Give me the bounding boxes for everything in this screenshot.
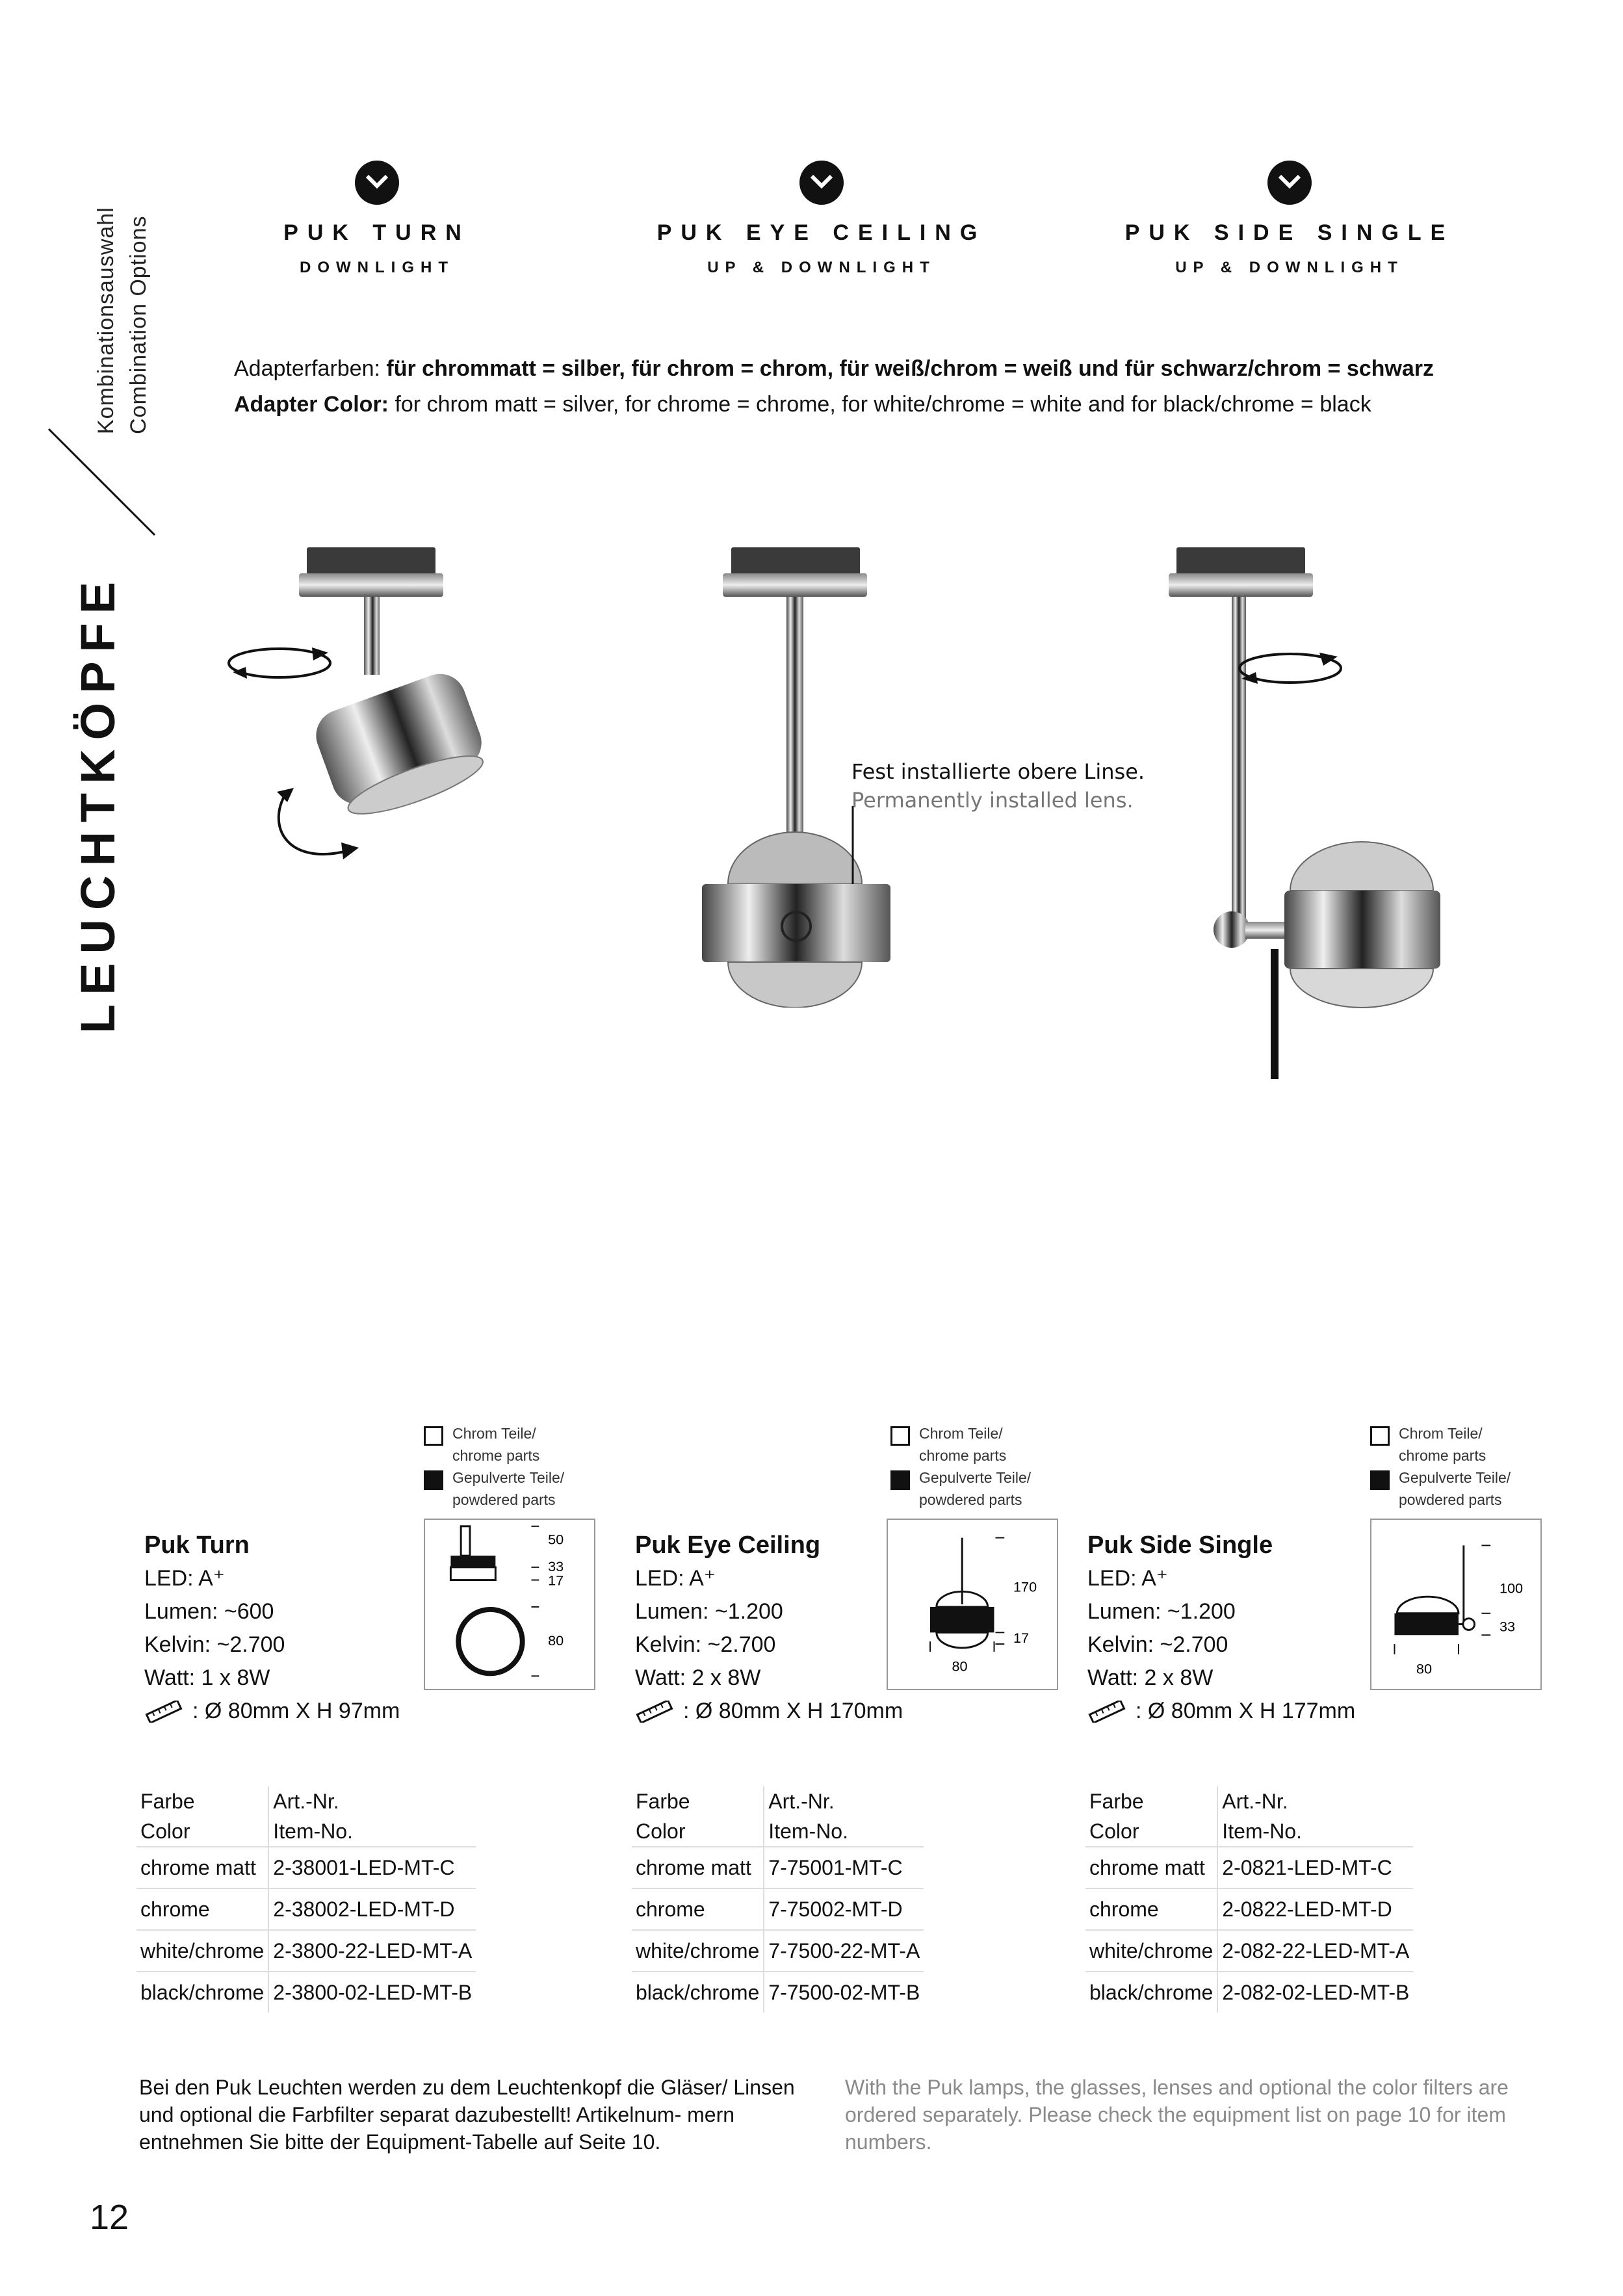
footer-note-en: With the Puk lamps, the glasses, lenses and optional the color filters are ordered separately. Please check the equipment list on page 10 for item numbers. xyxy=(845,2076,1509,2154)
legend-powder-line1: Gepulverte Teile/ xyxy=(1399,1469,1511,1486)
spec-watt: Watt: 2 x 8W xyxy=(635,1665,761,1690)
column-subtitle: UP & DOWNLIGHT xyxy=(707,259,936,276)
header-item: Art.-Nr. Item-No. xyxy=(268,1786,476,1847)
table-header-row xyxy=(136,1786,476,1847)
header-color: Farbe Color xyxy=(136,1786,268,1847)
table-row: black/chrome 2-082-02-LED-MT-B xyxy=(1085,1972,1413,2013)
legend-chrome-line1: Chrom Teile/ xyxy=(919,1425,1003,1442)
dimension-drawing-puk-turn xyxy=(424,1519,595,1690)
side-label-en: Combination Options xyxy=(126,215,151,434)
header-color: Farbe Color xyxy=(1085,1786,1217,1847)
ruler-icon xyxy=(144,1701,183,1723)
chevron-down-icon xyxy=(355,161,399,205)
chevron-down-icon xyxy=(799,161,844,205)
column-header-puk-turn xyxy=(149,161,604,277)
powdered-parts-swatch xyxy=(890,1470,910,1490)
product-image-puk-turn xyxy=(214,533,507,897)
item-table-puk-eye-ceiling xyxy=(632,1786,924,2013)
powdered-parts-swatch xyxy=(1370,1470,1390,1490)
dim-label: 17 xyxy=(548,1572,564,1589)
spec-lumen: Lumen: ~1.200 xyxy=(1087,1599,1236,1624)
spec-kelvin: Kelvin: ~2.700 xyxy=(144,1632,285,1657)
column-subtitle: UP & DOWNLIGHT xyxy=(1175,259,1404,276)
spec-lumen: Lumen: ~1.200 xyxy=(635,1599,783,1624)
legend-chrome-line2: chrome parts xyxy=(919,1447,1007,1464)
item-table-puk-turn xyxy=(136,1786,476,2013)
ruler-icon xyxy=(635,1701,674,1723)
lens-note xyxy=(851,757,1145,815)
dim-label: 33 xyxy=(1499,1618,1516,1635)
adapter-label-en: Adapter Color: xyxy=(234,392,389,417)
spec-dimensions: : Ø 80mm X H 170mm xyxy=(683,1699,903,1723)
chrome-parts-swatch xyxy=(424,1426,443,1446)
dim-label: 50 xyxy=(548,1531,564,1548)
table-row: chrome 7-75002-MT-D xyxy=(632,1888,924,1930)
dim-label: 80 xyxy=(548,1632,564,1649)
adapter-label-de: Adapterfarben: xyxy=(234,356,380,381)
adapter-colors-de xyxy=(234,356,1434,382)
dim-label: 80 xyxy=(1416,1660,1433,1677)
column-title: PUK SIDE SINGLE xyxy=(1124,220,1455,245)
table-row: chrome matt 2-0821-LED-MT-C xyxy=(1085,1847,1413,1888)
legend-chrome-line2: chrome parts xyxy=(1399,1447,1487,1464)
legend-chrome-line1: Chrom Teile/ xyxy=(1399,1425,1483,1442)
spec-puk-side-single xyxy=(1087,1529,1355,1728)
spec-watt: Watt: 1 x 8W xyxy=(144,1665,270,1690)
section-title: LEUCHTKÖPFE xyxy=(71,573,125,1034)
side-label-de: Kombinationsauswahl xyxy=(94,207,118,434)
adapter-text-en: for chrom matt = silver, for chrome = chrome, for white/chrome = white and for black/chrome = black xyxy=(395,392,1371,417)
table-header-row xyxy=(1085,1786,1413,1847)
column-header-puk-side-single xyxy=(1062,161,1517,277)
spec-dimensions: : Ø 80mm X H 177mm xyxy=(1136,1699,1356,1723)
lens-note-de: Fest installierte obere Linse. xyxy=(851,759,1145,784)
ruler-icon xyxy=(1087,1701,1126,1723)
product-name: Puk Turn xyxy=(144,1532,250,1559)
chevron-down-icon xyxy=(1267,161,1312,205)
dim-label: 100 xyxy=(1499,1580,1524,1597)
dim-label: 80 xyxy=(952,1658,968,1675)
parts-legend-2 xyxy=(890,1422,1031,1511)
spec-led: LED: A⁺ xyxy=(635,1566,716,1591)
table-row: white/chrome 2-082-22-LED-MT-A xyxy=(1085,1930,1413,1972)
spec-lumen: Lumen: ~600 xyxy=(144,1599,274,1624)
spec-led: LED: A⁺ xyxy=(144,1566,225,1591)
table-row: chrome matt 2-38001-LED-MT-C xyxy=(136,1847,476,1888)
legend-powder-line2: powdered parts xyxy=(1399,1491,1502,1508)
table-row: black/chrome 7-7500-02-MT-B xyxy=(632,1972,924,2013)
legend-powder-line2: powdered parts xyxy=(452,1491,556,1508)
page-number: 12 xyxy=(90,2198,129,2237)
footer-note-de: Bei den Puk Leuchten werden zu dem Leuchtenkopf die Gläser/ Linsen und optional die Farbfilter separat dazubestellt! Artikelnum- mern entnehmen Sie bitte der Equipment-Tabelle auf Seite 10. xyxy=(139,2076,795,2154)
legend-chrome-line2: chrome parts xyxy=(452,1447,540,1464)
legend-powder-line1: Gepulverte Teile/ xyxy=(919,1469,1032,1486)
header-item: Art.-Nr. Item-No. xyxy=(1217,1786,1413,1847)
adapter-colors-en xyxy=(234,392,1371,417)
column-subtitle: DOWNLIGHT xyxy=(300,259,454,276)
dimension-drawing-puk-side-single xyxy=(1370,1519,1542,1690)
product-image-puk-side-single xyxy=(1131,533,1495,1092)
legend-powder-line2: powdered parts xyxy=(919,1491,1022,1508)
table-row: black/chrome 2-3800-02-LED-MT-B xyxy=(136,1972,476,2013)
item-table-puk-side-single xyxy=(1085,1786,1413,2013)
spec-dimensions: : Ø 80mm X H 97mm xyxy=(192,1699,400,1723)
spec-kelvin: Kelvin: ~2.700 xyxy=(635,1632,776,1657)
dim-label: 17 xyxy=(1013,1630,1030,1647)
powdered-parts-swatch xyxy=(424,1470,443,1490)
lens-note-en: Permanently installed lens. xyxy=(851,788,1134,813)
side-label-block xyxy=(90,207,155,434)
dim-label: 33 xyxy=(548,1558,564,1574)
adapter-text-de: für chrommatt = silber, für chrom = chrom, für weiß/chrom = weiß und für schwarz/chrom = schwarz xyxy=(386,356,1434,381)
chrome-parts-swatch xyxy=(1370,1426,1390,1446)
dim-label: 170 xyxy=(1013,1578,1037,1595)
product-name: Puk Side Single xyxy=(1087,1532,1273,1559)
parts-legend-3 xyxy=(1370,1422,1511,1511)
dimension-drawing-puk-eye-ceiling xyxy=(887,1519,1058,1690)
header-item: Art.-Nr. Item-No. xyxy=(764,1786,924,1847)
legend-chrome-line1: Chrom Teile/ xyxy=(452,1425,536,1442)
table-row: white/chrome 7-7500-22-MT-A xyxy=(632,1930,924,1972)
legend-powder-line1: Gepulverte Teile/ xyxy=(452,1469,565,1486)
table-row: chrome 2-38002-LED-MT-D xyxy=(136,1888,476,1930)
spec-led: LED: A⁺ xyxy=(1087,1566,1168,1591)
chrome-parts-swatch xyxy=(890,1426,910,1446)
spec-puk-eye-ceiling xyxy=(635,1529,903,1728)
table-row: white/chrome 2-3800-22-LED-MT-A xyxy=(136,1930,476,1972)
side-divider-line xyxy=(45,426,162,543)
column-header-puk-eye-ceiling xyxy=(594,161,1049,277)
column-title: PUK TURN xyxy=(283,220,471,245)
table-row: chrome matt 7-75001-MT-C xyxy=(632,1847,924,1888)
product-name: Puk Eye Ceiling xyxy=(635,1532,821,1559)
table-row: chrome 2-0822-LED-MT-D xyxy=(1085,1888,1413,1930)
table-header-row xyxy=(632,1786,924,1847)
column-title: PUK EYE CEILING xyxy=(656,220,987,245)
spec-kelvin: Kelvin: ~2.700 xyxy=(1087,1632,1228,1657)
spec-puk-turn xyxy=(144,1529,400,1728)
spec-watt: Watt: 2 x 8W xyxy=(1087,1665,1214,1690)
header-color: Farbe Color xyxy=(632,1786,764,1847)
parts-legend-1 xyxy=(424,1422,564,1511)
